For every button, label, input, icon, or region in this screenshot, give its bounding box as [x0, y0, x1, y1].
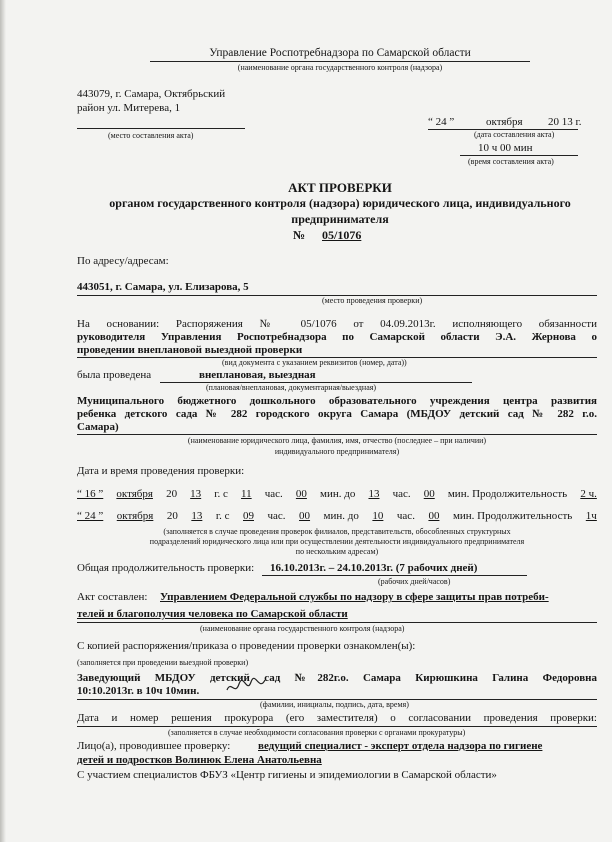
act-title: АКТ ПРОВЕРКИ [288, 180, 392, 195]
act-time-underline [460, 155, 578, 156]
schedule-word-hour: час. [392, 488, 411, 500]
schedule-end-hour: 10 [372, 510, 384, 522]
familiarized-caption: (фамилии, инициалы, подпись, дата, время) [260, 700, 409, 709]
act-number: 05/1076 [322, 228, 362, 242]
act-subtitle-line1: органом государственного контроля (надзора) юридического лица, индивидуального [109, 196, 571, 210]
schedule-word-duration: мин. Продолжительность [447, 488, 568, 500]
entity-line1: Муниципального бюджетного дошкольного образовательного учреждения центра развития [77, 395, 597, 407]
familiarized-note: (заполняется при проведении выездной проверки) [77, 658, 249, 667]
basis-line2: руководителя Управления Роспотребнадзора по Самарской области Э.А. Жернова о [77, 331, 597, 343]
inspector-line1: ведущий специалист - эксперт отдела надзора по гигиене [258, 740, 543, 752]
schedule-month: октября [116, 510, 154, 522]
act-date-day: “ 24 ” [428, 116, 455, 128]
entity-underline [77, 434, 597, 435]
prosecutor-underline [77, 726, 597, 727]
schedule-word-min-to: мин. до [323, 510, 359, 522]
address-caption: (место проведения проверки) [322, 296, 423, 305]
schedule-row [77, 488, 597, 501]
signature-mark [225, 676, 267, 698]
schedule-duration: 1ч [585, 510, 597, 522]
specialists-line: С участием специалистов ФБУЗ «Центр гигиены и эпидемиологии в Самарской области» [77, 769, 497, 781]
duration-caption: (рабочих дней/часов) [378, 577, 451, 586]
agency-caption: (наименование органа государственного контроля (надзора) [237, 63, 443, 72]
schedule-end-min: 00 [428, 510, 440, 522]
schedule-end-hour: 13 [368, 488, 380, 500]
basis-caption: (вид документа с указанием реквизитов (номер, дата)) [222, 358, 407, 367]
address-value: 443051, г. Самара, ул. Елизарова, 5 [77, 281, 249, 293]
familiarized-label: С копией распоряжения/приказа о проведении проверки ознакомлен(ы): [77, 640, 416, 652]
entity-caption2: индивидуального предпринимателя) [274, 447, 400, 456]
schedule-label: Дата и время проведения проверки: [77, 465, 245, 477]
act-subtitle-line2: предпринимателя [291, 212, 389, 226]
schedule-end-min: 00 [423, 488, 435, 500]
conducted-value: внеплановая, выездная [199, 369, 316, 381]
schedule-duration: 2 ч. [580, 488, 597, 500]
inspector-label: Лицо(а), проводившее проверку: [77, 740, 231, 752]
compiled-caption: (наименование органа государственного контроля (надзора) [200, 624, 405, 633]
agency-name: Управление Роспотребнадзора по Самарской области [209, 47, 471, 59]
schedule-start-hour: 09 [243, 510, 254, 522]
schedule-note3: по нескольким адресам) [295, 547, 379, 556]
entity-line3: Самара) [77, 421, 119, 433]
schedule-day: “ 24 ” [77, 510, 104, 522]
schedule-year: 13 [190, 488, 202, 500]
schedule-g: г. с [214, 488, 228, 500]
agency-underline [150, 61, 530, 62]
basis-line3: проведении внеплановой выездной проверки [77, 344, 303, 356]
compiled-line2: телей и благополучия человека по Самарской области [77, 608, 348, 620]
schedule-year-prefix: 20 [166, 488, 178, 500]
compiled-label: Акт составлен: [77, 591, 148, 603]
scan-edge [0, 0, 6, 842]
schedule-note2: подразделений юридического лица или при осуществлении деятельности индивидуального предпринимателя [149, 537, 525, 546]
conducted-caption: (плановая/внеплановая, документарная/выездная) [206, 383, 377, 392]
entity-line2: ребенка детского сада № 282 городского округа Самара (МБДОУ детский сад № 282 г.о. [77, 408, 597, 420]
duration-underline [262, 575, 527, 576]
act-time-value: 10 ч 00 мин [478, 142, 533, 154]
place-line2: район ул. Митерева, 1 [77, 102, 181, 114]
prosecutor-note: (заполняется в случае необходимости согласования проверки с органами прокуратуры) [168, 728, 466, 737]
schedule-note1: (заполняется в случае проведения проверок филиалов, представительств, обособленных структурных [163, 527, 511, 536]
act-time-caption: (время составления акта) [468, 157, 554, 166]
schedule-month: октября [116, 488, 153, 500]
schedule-year-prefix: 20 [166, 510, 178, 522]
schedule-start-min: 00 [295, 488, 307, 500]
schedule-start-min: 00 [299, 510, 311, 522]
schedule-g: г. с [215, 510, 230, 522]
place-line1: 443079, г. Самара, Октябрьский [77, 88, 226, 100]
schedule-word-hour: час. [264, 488, 283, 500]
familiarized-line1: Заведующий МБДОУ детский сад №282г.о. Самара Кирюшкина Галина Федоровна [77, 672, 597, 684]
place-caption: (место составления акта) [108, 131, 194, 140]
entity-caption1: (наименование юридического лица, фамилия, имя, отчество (последнее – при наличии) [187, 436, 487, 445]
schedule-word-hour: час. [267, 510, 286, 522]
basis-line1: На основании: Распоряжения № 05/1076 от 04.09.2013г. исполняющего обязанности [77, 318, 597, 330]
conducted-label: была проведена [77, 369, 152, 381]
compiled-line1: Управлением Федеральной службы по надзору в сфере защиты прав потреби- [160, 591, 549, 603]
place-underline [77, 128, 245, 129]
familiarized-line2: 10:10.2013г. в 10ч 10мин. [77, 685, 200, 697]
schedule-start-hour: 11 [241, 488, 252, 500]
act-number-sign: № [293, 228, 306, 242]
schedule-word-min-to: мин. до [320, 488, 356, 500]
act-date-caption: (дата составления акта) [474, 130, 555, 139]
address-label: По адресу/адресам: [77, 255, 169, 267]
schedule-word-hour: час. [396, 510, 415, 522]
prosecutor-line: Дата и номер решения прокурора (его заместителя) о согласовании проведения проверки: [77, 712, 597, 724]
inspector-line2: детей и подростков Волинюк Елена Анатольевна [77, 754, 322, 766]
schedule-word-duration: мин. Продолжительность [452, 510, 573, 522]
duration-value: 16.10.2013г. – 24.10.2013г. (7 рабочих дней) [270, 562, 478, 574]
compiled-underline [77, 622, 597, 623]
duration-label: Общая продолжительность проверки: [77, 562, 255, 574]
act-date-year: 20 13 г. [548, 116, 582, 128]
schedule-year: 13 [191, 510, 203, 522]
schedule-day: “ 16 ” [77, 488, 104, 500]
act-date-month: октября [486, 116, 523, 128]
schedule-row [77, 510, 597, 523]
